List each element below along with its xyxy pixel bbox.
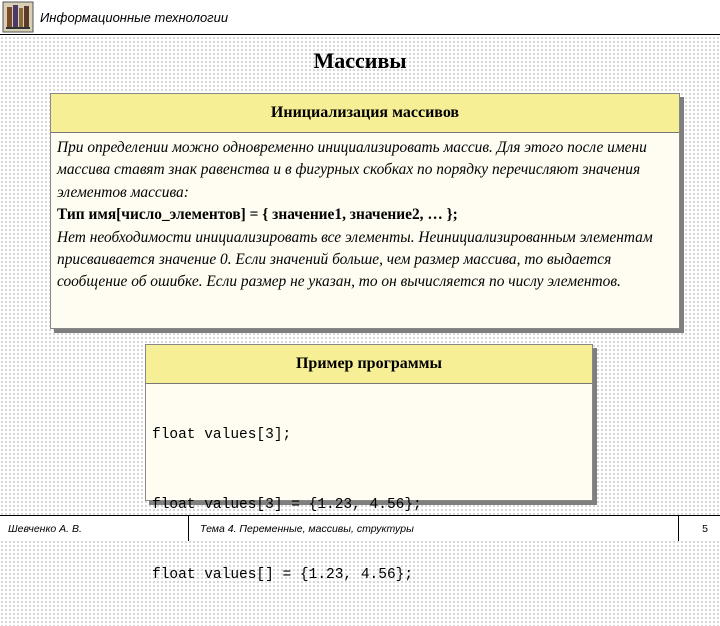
code-line: float values[3]; (152, 427, 292, 443)
init-paragraph-1: При определении можно одновременно инициализировать массив. Для этого после имени массива ставят знак равенства и в фигурных скобках по порядку перечисляют значения элементов массива: (57, 139, 647, 201)
init-paragraph-2: Нет необходимости инициализировать все элементы. Неинициализированным элементам присваивается значение 0. Если значений больше, чем размер массива, то выдается сообщение об ошибке. Если размер не указан, то он вычисляется по числу элементов. (57, 228, 653, 291)
header-title: Информационные технологии (40, 10, 229, 25)
footer-topic: Тема 4. Переменные, массивы, структуры (200, 523, 414, 535)
page-number: 5 (702, 523, 708, 535)
page-title: Массивы (313, 48, 407, 73)
footer-bar (0, 515, 720, 541)
footer-divider (678, 516, 679, 541)
example-box-heading: Пример программы (146, 345, 592, 384)
init-box (50, 93, 680, 329)
init-box-body (51, 133, 679, 294)
code-block (146, 384, 592, 626)
code-line: float values[] = {1.23, 4.56}; (152, 567, 414, 583)
books-icon (2, 1, 34, 33)
header-bar (0, 0, 720, 35)
init-syntax: Тип имя[число_элементов] = { значение1, значение2, … }; (57, 206, 458, 224)
init-box-heading: Инициализация массивов (51, 94, 679, 133)
code-line: float values[3] = {1.23, 4.56}; (152, 497, 422, 513)
footer-author: Шевченко А. В. (8, 523, 82, 535)
footer-divider (188, 516, 189, 541)
